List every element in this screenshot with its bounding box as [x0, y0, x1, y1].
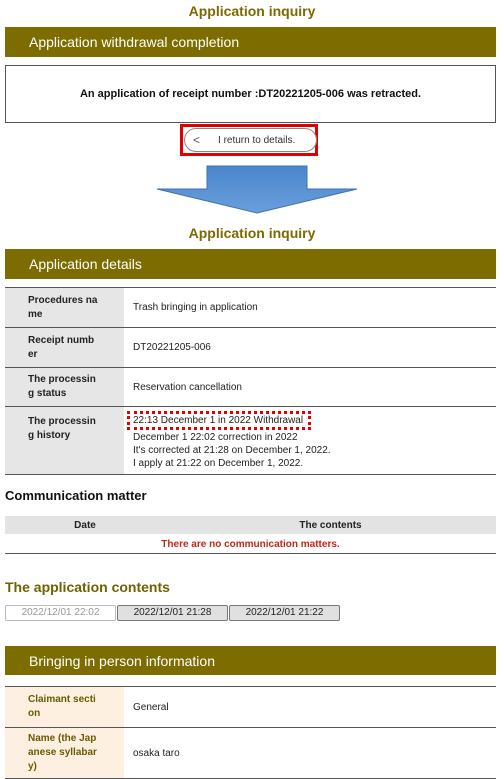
person-info-table	[5, 686, 496, 779]
table-row	[5, 728, 496, 779]
page-title: Application inquiry	[188, 3, 316, 19]
tab-2022-12-01-2202[interactable]: 2022/12/01 22:02	[5, 605, 116, 621]
col-contents: The contents	[299, 519, 362, 531]
page-title-2: Application inquiry	[188, 225, 316, 241]
person-label: Claimant secti on	[5, 687, 124, 728]
table-row	[5, 368, 496, 407]
return-to-details-button[interactable]	[184, 128, 317, 152]
history-entry: I apply at 21:22 on December 1, 2022.	[133, 458, 304, 469]
history-entry: December 1 22:02 correction in 2022	[133, 432, 298, 443]
communication-heading: Communication matter	[5, 488, 147, 503]
history-entry-highlighted: 22:13 December 1 in 2022 Withdrawal	[127, 411, 311, 430]
completion-message: An application of receipt number :DT20221205-006 was retracted.	[79, 88, 422, 100]
details-table	[5, 287, 496, 475]
completion-message-box	[5, 65, 496, 123]
person-value: osaka taro	[124, 728, 496, 779]
person-label: Name (the Jap anese syllabar y)	[5, 728, 124, 779]
detail-value: Reservation cancellation	[124, 368, 496, 407]
communication-empty: There are no communication matters.	[5, 535, 496, 554]
person-info-band: Bringing in person information	[5, 646, 496, 675]
return-to-details-label: I return to details.	[218, 134, 296, 146]
history-entry: It's corrected at 21:28 on December 1, 2022.	[133, 445, 331, 456]
person-value: General	[124, 687, 496, 728]
chevron-left-icon: <	[193, 133, 201, 147]
details-band: Application details	[5, 249, 496, 279]
detail-label: The processin g history	[5, 407, 124, 475]
detail-label: The processin g status	[5, 368, 124, 407]
detail-value: Trash bringing in application	[124, 288, 496, 328]
table-row	[5, 687, 496, 728]
table-row	[5, 328, 496, 368]
col-date: Date	[74, 519, 96, 531]
completion-band: Application withdrawal completion	[5, 27, 496, 57]
tab-2022-12-01-2122[interactable]: 2022/12/01 21:22	[229, 605, 340, 621]
table-row	[5, 288, 496, 328]
detail-value: DT20221205-006	[124, 328, 496, 368]
communication-table-header	[5, 516, 496, 534]
detail-label: Receipt numb er	[5, 328, 124, 368]
history-cell	[124, 407, 496, 475]
tab-2022-12-01-2128[interactable]: 2022/12/01 21:28	[117, 605, 228, 621]
table-row	[5, 407, 496, 475]
application-contents-heading: The application contents	[5, 579, 170, 595]
detail-label: Procedures na me	[5, 288, 124, 328]
down-arrow-icon	[155, 166, 359, 214]
